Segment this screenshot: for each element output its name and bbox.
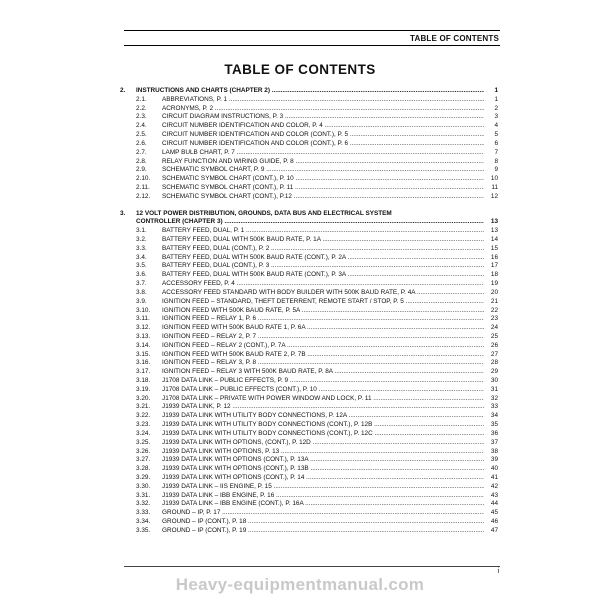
entry-number: 3.6. [136, 271, 147, 279]
entry-page: 6 [494, 139, 498, 147]
entry-title: IGNITION FEED – RELAY 2, P. 7 ..... [162, 333, 484, 342]
entry-page: 15 [490, 244, 498, 252]
entry-page: 18 [490, 271, 498, 279]
entry-page: 14 [490, 236, 498, 243]
entry-number: 3.21. [136, 403, 151, 411]
entry-number: 3.24. [136, 429, 151, 437]
entry-page: 45 [490, 509, 498, 517]
entry-number: 3.16. [136, 359, 151, 367]
entry-number: 2.7. [136, 148, 147, 156]
toc-entry[interactable] [120, 166, 498, 175]
toc-entry[interactable] [120, 377, 498, 386]
entry-number: 3.23. [136, 421, 151, 429]
entry-page: 42 [490, 482, 498, 490]
entry-title: LAMP BULB CHART, P. 7 ..... [162, 149, 484, 158]
toc-entry[interactable] [120, 509, 498, 518]
entry-title: CIRCUIT DIAGRAM INSTRUCTIONS, P. 3 ..... [162, 113, 484, 122]
entry-number: 3.1. [136, 227, 147, 235]
entry-number: 2.8. [136, 157, 147, 165]
entry-number: 3.14. [136, 341, 151, 349]
toc-entry[interactable] [120, 113, 498, 122]
entry-number: 3.17. [136, 368, 151, 376]
entry-page: 31 [490, 385, 498, 393]
entry-title: RELAY FUNCTION AND WIRING GUIDE, P. 8 ..... [162, 158, 484, 167]
entry-title: BATTERY FEED, DUAL WITH 500K BAUD RATE (CONT.), P. 2A ..... [162, 254, 484, 263]
entry-title: IGNITION FEED – RELAY 1, P. 6 ..... [162, 315, 484, 324]
entry-page: 41 [490, 473, 498, 481]
entry-title: ACRONYMS, P. 2 ..... [162, 105, 484, 114]
entry-page: 39 [490, 456, 498, 464]
toc-entry[interactable] [120, 403, 498, 412]
entry-title: BATTERY FEED, DUAL (CONT.), P. 3 ..... [162, 262, 484, 271]
entry-number: 3.2. [136, 236, 147, 243]
entry-page: 4 [494, 122, 498, 130]
entry-page: 2 [494, 104, 498, 112]
page-title: TABLE OF CONTENTS [224, 62, 376, 77]
toc-entry[interactable] [120, 351, 498, 360]
toc-entry[interactable] [120, 280, 498, 289]
entry-page: 7 [494, 148, 498, 156]
toc-entry[interactable] [120, 254, 498, 263]
entry-number: 3.31. [136, 491, 151, 499]
entry-title: CIRCUIT NUMBER IDENTIFICATION AND COLOR (CONT.), P. 6 ..... [162, 140, 484, 149]
toc-entry[interactable] [120, 527, 498, 536]
chapter-title-line2: CONTROLLER (CHAPTER 3) ..... [136, 218, 484, 227]
entry-page: 27 [490, 350, 498, 358]
toc-entry[interactable] [120, 122, 498, 131]
toc-entry[interactable] [120, 140, 498, 149]
toc-entry[interactable] [120, 386, 498, 395]
toc-entry[interactable] [120, 474, 498, 483]
entry-title: J1939 DATA LINK WITH UTILITY BODY CONNECTIONS (CONT.), P. 12C ..... [162, 430, 484, 439]
toc-entry[interactable] [120, 395, 498, 404]
entry-title: ACCESSORY FEED STANDARD WITH BODY BUILDER WITH 500K BAUD RATE, P. 4A ..... [162, 289, 484, 298]
toc-entry[interactable] [120, 298, 498, 307]
entry-number: 3.5. [136, 262, 147, 270]
entry-page: 9 [494, 166, 498, 174]
entry-number: 3.35. [136, 526, 151, 534]
chapter-number: 3. [120, 209, 126, 217]
entry-page: 10 [490, 175, 498, 183]
entry-title: SCHEMATIC SYMBOL CHART (CONT.), P. 11 ..... [162, 184, 484, 193]
entry-title: BATTERY FEED, DUAL (CONT.), P. 2 ..... [162, 245, 484, 254]
footer-rule [124, 566, 500, 567]
entry-title: SCHEMATIC SYMBOL CHART (CONT.), P.12 ..... [162, 193, 484, 202]
entry-page: 33 [490, 403, 498, 411]
entry-title: GROUND – IP, P. 17 ..... [162, 509, 484, 518]
toc-entry[interactable] [120, 236, 498, 245]
entry-number: 3.4. [136, 253, 147, 261]
toc-entry[interactable] [120, 324, 498, 333]
entry-title: J1939 DATA LINK – IBB ENGINE, P. 16 ..... [162, 492, 484, 501]
entry-number: 3.29. [136, 473, 151, 481]
entry-page: 47 [490, 526, 498, 534]
entry-number: 3.32. [136, 500, 151, 508]
toc-entry[interactable] [120, 492, 498, 501]
entry-number: 3.34. [136, 518, 151, 525]
entry-page: 43 [490, 491, 498, 499]
entry-number: 2.3. [136, 113, 147, 121]
entry-number: 3.26. [136, 447, 151, 455]
entry-title: J1939 DATA LINK – IBB ENGINE (CONT.), P. 16A ..... [162, 500, 484, 509]
entry-page: 12 [490, 192, 498, 200]
chapter-title-line1: 12 VOLT POWER DISTRIBUTION, GROUNDS, DATA BUS AND ELECTRICAL SYSTEM [136, 209, 392, 217]
entry-number: 2.1. [136, 95, 147, 103]
entry-number: 3.12. [136, 324, 151, 332]
entry-title: J1708 DATA LINK – PRIVATE WITH POWER WINDOW AND LOCK, P. 11 ..... [162, 395, 484, 404]
entry-number: 3.19. [136, 385, 151, 393]
entry-page: 21 [490, 297, 498, 305]
toc-entry[interactable] [120, 368, 498, 377]
entry-page: 3 [494, 113, 498, 121]
entry-number: 2.4. [136, 122, 147, 130]
entry-title: J1939 DATA LINK, P. 12 ..... [162, 403, 484, 412]
entry-title: IGNITION FEED – STANDARD, THEFT DETERRENT, REMOTE START / STOP, P. 5 ..... [162, 298, 484, 307]
toc-entry[interactable] [120, 131, 498, 140]
toc-entry[interactable] [120, 184, 498, 193]
toc-entry[interactable] [120, 175, 498, 184]
entry-title: GROUND – IP (CONT.), P. 19 ..... [162, 527, 484, 536]
entry-page: 16 [490, 253, 498, 261]
toc-entry[interactable] [120, 227, 498, 236]
entry-page: 25 [490, 332, 498, 340]
entry-number: 3.33. [136, 509, 151, 517]
toc-entry[interactable] [120, 105, 498, 114]
chapter-page: 1 [494, 87, 498, 94]
entry-page: 8 [494, 157, 498, 165]
toc-entry[interactable] [120, 342, 498, 351]
entry-number: 2.2. [136, 104, 147, 112]
entry-page: 23 [490, 315, 498, 323]
toc-entry[interactable] [120, 262, 498, 271]
toc-entry[interactable] [120, 289, 498, 298]
toc-entry[interactable] [120, 245, 498, 254]
entry-title: SCHEMATIC SYMBOL CHART, P. 9 ..... [162, 166, 484, 175]
toc-entry[interactable] [120, 483, 498, 492]
entry-title: J1708 DATA LINK – PUBLIC EFFECTS, P. 9 ..... [162, 377, 484, 386]
entry-page: 46 [490, 518, 498, 525]
chapter-page: 13 [490, 218, 498, 226]
entry-title: J1939 DATA LINK WITH OPTIONS (CONT.), P. 13B ..... [162, 465, 484, 474]
entry-title: IGNITION FEED WITH 500K BAUD RATE 1, P. 6A ..... [162, 324, 484, 333]
toc-entry[interactable] [120, 193, 498, 202]
toc-entry[interactable] [120, 96, 498, 105]
entry-page: 17 [490, 262, 498, 270]
entry-number: 3.10. [136, 306, 151, 314]
chapter-title: INSTRUCTIONS AND CHARTS (CHAPTER 2) ..... [136, 87, 484, 96]
entry-page: 35 [490, 421, 498, 429]
entry-title: J1939 DATA LINK WITH UTILITY BODY CONNECTIONS (CONT.), P. 12B ..... [162, 421, 484, 430]
chapter-number: 2. [120, 87, 126, 94]
toc-entry[interactable] [120, 448, 498, 457]
toc-entry[interactable] [120, 359, 498, 368]
toc-entry[interactable] [120, 421, 498, 430]
header-rule [124, 30, 500, 31]
entry-title: CIRCUIT NUMBER IDENTIFICATION AND COLOR (CONT.), P. 5 ..... [162, 131, 484, 140]
page-number: i [497, 568, 499, 575]
entry-title: J1708 DATA LINK – PUBLIC EFFECTS (CONT.), P. 10 ..... [162, 386, 484, 395]
entry-title: J1939 DATA LINK WITH OPTIONS, (CONT.), P. 12D ..... [162, 439, 484, 448]
entry-title: J1939 DATA LINK WITH OPTIONS (CONT.), P. 13A ..... [162, 456, 484, 465]
entry-title: BATTERY FEED, DUAL WITH 500K BAUD RATE (CONT.), P. 3A ..... [162, 271, 484, 280]
chapter-heading-cont[interactable] [120, 218, 498, 227]
entry-number: 2.5. [136, 131, 147, 139]
entry-title: GROUND – IP (CONT.), P. 18 ..... [162, 518, 484, 527]
entry-page: 13 [490, 227, 498, 235]
toc-entry[interactable] [120, 315, 498, 324]
entry-title: SCHEMATIC SYMBOL CHART (CONT.), P. 10 ..... [162, 175, 484, 184]
header-rule-lower [124, 45, 500, 46]
entry-page: 37 [490, 438, 498, 446]
toc-entry[interactable] [120, 500, 498, 509]
entry-number: 3.9. [136, 297, 147, 305]
entry-page: 40 [490, 465, 498, 473]
entry-number: 3.22. [136, 412, 151, 420]
entry-page: 11 [491, 183, 498, 191]
entry-number: 2.10. [136, 175, 151, 183]
entry-page: 5 [494, 131, 498, 139]
entry-title: CIRCUIT NUMBER IDENTIFICATION AND COLOR, P. 4 ..... [162, 122, 484, 131]
toc-entry[interactable] [120, 412, 498, 421]
entry-title: IGNITION FEED WITH 500K BAUD RATE 2, P. 7B ..... [162, 351, 484, 360]
entry-number: 2.6. [136, 139, 147, 147]
entry-page: 26 [490, 341, 498, 349]
toc-entry[interactable] [120, 158, 498, 167]
entry-page: 22 [490, 306, 498, 314]
entry-title: J1939 DATA LINK WITH OPTIONS, P. 13 ..... [162, 448, 484, 457]
entry-page: 28 [490, 359, 498, 367]
entry-title: IGNITION FEED – RELAY 2 (CONT.), P. 7A ..... [162, 342, 484, 351]
toc-entry[interactable] [120, 439, 498, 448]
entry-title: IGNITION FEED – RELAY 3, P. 8 ..... [162, 359, 484, 368]
entry-page: 32 [490, 394, 498, 402]
entry-number: 3.13. [136, 332, 151, 340]
watermark: Heavy-equipmentmanual.com [175, 575, 425, 594]
entry-title: J1939 DATA LINK WITH UTILITY BODY CONNECTIONS, P. 12A ..... [162, 412, 484, 421]
entry-number: 3.28. [136, 465, 151, 473]
entry-number: 3.11. [136, 315, 150, 323]
entry-number: 3.7. [136, 280, 147, 288]
entry-number: 3.20. [136, 394, 151, 402]
entry-number: 3.15. [136, 350, 151, 358]
running-header: TABLE OF CONTENTS [409, 34, 499, 43]
entry-page: 38 [490, 447, 498, 455]
toc-entry[interactable] [120, 333, 498, 342]
entry-page: 1 [494, 95, 498, 103]
entry-page: 19 [490, 280, 498, 288]
entry-number: 3.30. [136, 482, 151, 490]
chapter-heading[interactable] [120, 87, 498, 96]
entry-number: 2.12. [136, 192, 151, 200]
toc-entry[interactable] [120, 456, 498, 465]
toc-entry[interactable] [120, 271, 498, 280]
toc-entry[interactable] [120, 430, 498, 439]
entry-number: 3.27. [136, 456, 151, 464]
entry-page: 24 [490, 324, 498, 332]
entry-number: 3.18. [136, 377, 151, 384]
toc-entry[interactable] [120, 465, 498, 474]
entry-title: BATTERY FEED, DUAL, P. 1 ..... [162, 227, 484, 236]
entry-title: J1939 DATA LINK – IIS ENGINE, P. 15 ..... [162, 483, 484, 492]
entry-number: 2.9. [136, 166, 147, 174]
entry-page: 20 [490, 288, 498, 296]
toc-entry[interactable] [120, 518, 498, 527]
entry-number: 3.3. [136, 244, 147, 252]
entry-page: 30 [490, 377, 498, 384]
entry-title: BATTERY FEED, DUAL WITH 500K BAUD RATE, P. 1A ..... [162, 236, 484, 245]
entry-title: IGNITION FEED WITH 500K BAUD RATE, P. 5A ..... [162, 307, 484, 316]
entry-title: ABBREVIATIONS, P. 1 ..... [162, 96, 484, 105]
entry-title: IGNITION FEED – RELAY 3 WITH 500K BAUD RATE, P. 8A ..... [162, 368, 484, 377]
toc-entry[interactable] [120, 307, 498, 316]
entry-number: 3.25. [136, 438, 151, 446]
entry-page: 29 [490, 368, 498, 376]
table-of-contents [120, 87, 498, 536]
entry-title: J1939 DATA LINK WITH OPTIONS (CONT.), P. 14 ..... [162, 474, 484, 483]
entry-title: ACCESSORY FEED, P. 4 ..... [162, 280, 484, 289]
entry-number: 3.8. [136, 288, 147, 296]
entry-page: 44 [490, 500, 498, 508]
entry-page: 36 [490, 429, 498, 437]
toc-entry[interactable] [120, 149, 498, 158]
chapter-heading[interactable] [120, 210, 498, 219]
entry-number: 2.11. [136, 183, 150, 191]
entry-page: 34 [490, 412, 498, 420]
